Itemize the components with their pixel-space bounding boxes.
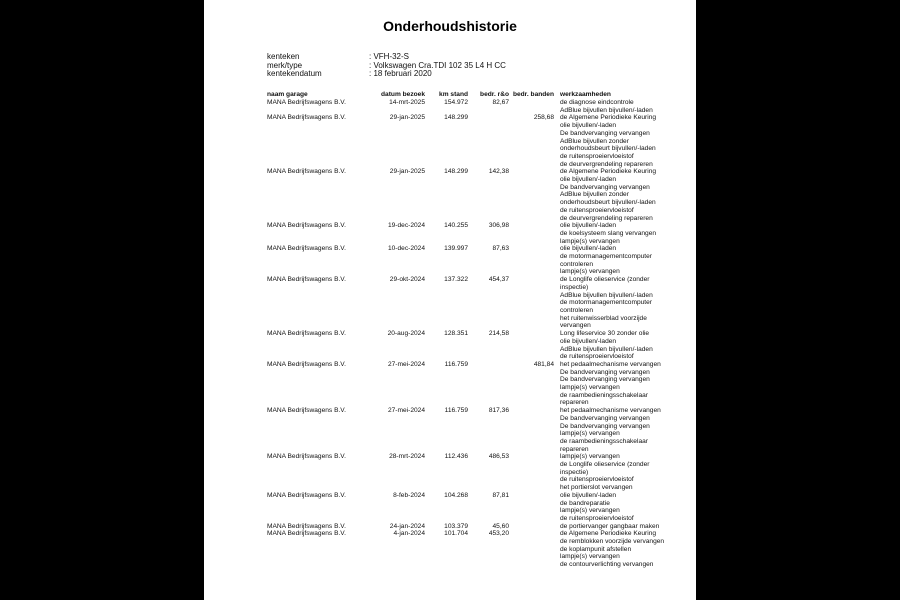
cell-km: 101.704 [444, 530, 468, 538]
work-line: de koplampunit afstellen [560, 545, 632, 553]
work-line: de raambedieningsschakelaar [560, 437, 648, 445]
cell-work [560, 453, 670, 492]
work-line: controleren [560, 260, 593, 268]
document-page [204, 0, 696, 600]
work-line: AdBlue bijvullen bijvullen/-laden [560, 345, 653, 353]
cell-date: 24-jan-2024 [389, 522, 425, 530]
work-line: olie bijvullen/-laden [560, 176, 617, 184]
header-banden: bedr. banden [512, 91, 554, 98]
table-row [204, 245, 696, 276]
cell-date: 10-dec-2024 [387, 245, 425, 253]
cell-date: 4-jan-2024 [393, 530, 425, 538]
cell-garage: MANA Bedrijfswagens B.V. [267, 222, 346, 230]
cell-ro: 486,53 [488, 453, 509, 461]
work-line: de koelsysteem slang vervangen [560, 229, 657, 237]
cell-work [560, 530, 670, 569]
cell-date: 29-okt-2024 [389, 276, 425, 284]
maintenance-table [204, 99, 696, 569]
work-line: inspectie) [560, 283, 589, 291]
work-line: De bandvervanging vervangen [560, 414, 650, 422]
cell-date: 14-mrt-2025 [389, 99, 425, 106]
table-row [204, 453, 696, 492]
table-row [204, 407, 696, 453]
work-line: de deurvergrendeling repareren [560, 214, 653, 222]
meta-label: kentekendatum [267, 69, 322, 79]
work-line: AdBlue bijvullen bijvullen/-laden [560, 291, 653, 299]
cell-km: 128.351 [444, 330, 468, 338]
cell-banden: 481,84 [533, 360, 554, 368]
cell-work [560, 222, 670, 245]
work-line: het pedaalmechanisme vervangen [560, 407, 661, 415]
meta-value: : VFH-32-S [369, 52, 410, 61]
work-line: de Longlife olieservice (zonder [560, 461, 650, 469]
work-line: lampje(s) vervangen [560, 507, 620, 515]
cell-date: 29-jan-2025 [389, 168, 425, 176]
work-line: de portiervanger gangbaar maken [560, 522, 660, 530]
cell-garage: MANA Bedrijfswagens B.V. [267, 276, 346, 284]
work-line: olie bijvullen/-laden [560, 337, 617, 345]
work-line: de motormanagementcomputer [560, 299, 652, 307]
cell-ro: 45,60 [492, 522, 509, 530]
work-line: De bandvervanging vervangen [560, 422, 650, 430]
cell-garage: MANA Bedrijfswagens B.V. [267, 530, 346, 538]
cell-garage: MANA Bedrijfswagens B.V. [267, 330, 346, 338]
cell-work [560, 276, 670, 330]
work-line: lampje(s) vervangen [560, 430, 620, 438]
cell-km: 137.322 [444, 276, 468, 284]
work-line: de ruitensproeiervloeistof [560, 476, 634, 484]
cell-ro: 454,37 [488, 276, 509, 284]
work-line: de diagnose eindcontrole [560, 99, 634, 106]
cell-date: 27-mei-2024 [387, 360, 425, 368]
cell-ro: 87,81 [492, 491, 509, 499]
vehicle-info [267, 53, 506, 79]
cell-garage: MANA Bedrijfswagens B.V. [267, 168, 346, 176]
work-line: het portierslot vervangen [560, 484, 633, 492]
work-line: het ruitenwisserblad voorzijde [560, 314, 647, 322]
cell-ro: 214,58 [488, 330, 509, 338]
work-line: Long lifeservice 30 zonder olie [560, 330, 650, 338]
table-row [204, 492, 696, 523]
meta-label: merk/type [267, 60, 303, 70]
cell-km: 154.972 [444, 99, 468, 106]
work-line: AdBlue bijvullen bijvullen/-laden [560, 106, 653, 114]
cell-work [560, 99, 670, 114]
work-line: de Algemene Periodieke Keuring [560, 114, 657, 122]
cell-ro: 87,63 [492, 245, 509, 253]
cell-work [560, 492, 670, 523]
cell-date: 27-mei-2024 [387, 407, 425, 415]
work-line: de deurvergrendeling repareren [560, 160, 653, 168]
cell-ro: 306,98 [488, 222, 509, 230]
cell-km: 140.255 [444, 222, 468, 230]
work-line: de Algemene Periodieke Keuring [560, 530, 657, 538]
work-line: AdBlue bijvullen zonder [560, 137, 629, 145]
work-line: De bandvervanging vervangen [560, 129, 650, 137]
table-row [204, 523, 696, 531]
work-line: olie bijvullen/-laden [560, 222, 617, 230]
work-line: lampje(s) vervangen [560, 268, 620, 276]
work-line: olie bijvullen/-laden [560, 122, 617, 130]
work-line: lampje(s) vervangen [560, 553, 620, 561]
work-line: de bandreparatie [560, 499, 610, 507]
cell-garage: MANA Bedrijfswagens B.V. [267, 453, 346, 461]
work-line: de ruitensproeiervloeistof [560, 514, 634, 522]
cell-date: 19-dec-2024 [387, 222, 425, 230]
cell-garage: MANA Bedrijfswagens B.V. [267, 360, 346, 368]
work-line: De bandvervanging vervangen [560, 376, 650, 384]
work-line: onderhoudsbeurt bijvullen/-laden [560, 145, 656, 153]
work-line: de remblokken voorzijde vervangen [560, 538, 665, 546]
work-line: lampje(s) vervangen [560, 384, 620, 392]
cell-date: 8-feb-2024 [393, 491, 425, 499]
cell-garage: MANA Bedrijfswagens B.V. [267, 245, 346, 253]
cell-km: 116.759 [444, 360, 468, 368]
cell-date: 28-mrt-2024 [389, 453, 425, 461]
cell-garage: MANA Bedrijfswagens B.V. [267, 99, 346, 106]
work-line: de contourverlichting vervangen [560, 561, 654, 569]
cell-ro: 142,38 [488, 168, 509, 176]
work-line: de Algemene Periodieke Keuring [560, 168, 657, 176]
header-date: datum bezoek [381, 91, 425, 98]
cell-ro: 453,20 [488, 530, 509, 538]
table-row [204, 530, 696, 569]
cell-km: 112.436 [444, 453, 468, 461]
cell-garage: MANA Bedrijfswagens B.V. [267, 114, 346, 122]
cell-km: 104.268 [444, 491, 468, 499]
cell-work [560, 330, 670, 361]
table-row [204, 222, 696, 245]
work-line: De bandvervanging vervangen [560, 368, 650, 376]
cell-work [560, 407, 670, 453]
cell-work [560, 523, 670, 531]
work-line: de ruitensproeiervloeistof [560, 353, 634, 361]
cell-date: 20-aug-2024 [387, 330, 425, 338]
cell-banden: 258,68 [533, 114, 554, 122]
header-km: km stand [439, 91, 468, 98]
work-line: het pedaalmechanisme vervangen [560, 360, 661, 368]
cell-ro: 82,67 [492, 99, 509, 106]
work-line: inspectie) [560, 468, 589, 476]
cell-garage: MANA Bedrijfswagens B.V. [267, 407, 346, 415]
work-line: De bandvervanging vervangen [560, 183, 650, 191]
meta-label: kenteken [267, 52, 300, 61]
cell-work [560, 114, 670, 168]
work-line: olie bijvullen/-laden [560, 245, 617, 253]
work-line: vervangen [560, 322, 591, 330]
meta-value: : Volkswagen Cra.TDI 102 35 L4 H CC [369, 60, 506, 70]
meta-row [267, 70, 506, 79]
work-line: lampje(s) vervangen [560, 453, 620, 461]
work-line: de ruitensproeiervloeistof [560, 206, 634, 214]
cell-work [560, 168, 670, 222]
cell-garage: MANA Bedrijfswagens B.V. [267, 522, 346, 530]
cell-km: 116.759 [444, 407, 468, 415]
cell-garage: MANA Bedrijfswagens B.V. [267, 491, 346, 499]
header-ro: bedr. r&o [480, 91, 509, 98]
cell-date: 29-jan-2025 [389, 114, 425, 122]
work-line: de Longlife olieservice (zonder [560, 276, 650, 284]
work-line: onderhoudsbeurt bijvullen/-laden [560, 199, 656, 207]
work-line: AdBlue bijvullen zonder [560, 191, 629, 199]
cell-km: 139.997 [444, 245, 468, 253]
cell-km: 103.379 [444, 522, 468, 530]
cell-ro: 817,36 [488, 407, 509, 415]
table-row [204, 99, 696, 114]
header-garage: naam garage [267, 91, 308, 98]
header-work: werkzaamheden [560, 91, 611, 98]
meta-value: : 18 februari 2020 [369, 69, 432, 79]
page-title: Onderhoudshistorie [383, 18, 517, 34]
cell-km: 148.299 [444, 114, 468, 122]
work-line: de ruitensproeiervloeistof [560, 152, 634, 160]
work-line: de raambedieningsschakelaar [560, 391, 648, 399]
work-line: repareren [560, 445, 589, 453]
table-row [204, 114, 696, 168]
table-row [204, 168, 696, 222]
table-row [204, 361, 696, 407]
work-line: olie bijvullen/-laden [560, 491, 617, 499]
cell-km: 148.299 [444, 168, 468, 176]
cell-work [560, 245, 670, 276]
table-row [204, 276, 696, 330]
cell-work [560, 361, 670, 407]
work-line: repareren [560, 399, 589, 407]
table-row [204, 330, 696, 361]
work-line: de motormanagementcomputer [560, 253, 652, 261]
work-line: controleren [560, 306, 593, 314]
work-line: lampje(s) vervangen [560, 237, 620, 245]
